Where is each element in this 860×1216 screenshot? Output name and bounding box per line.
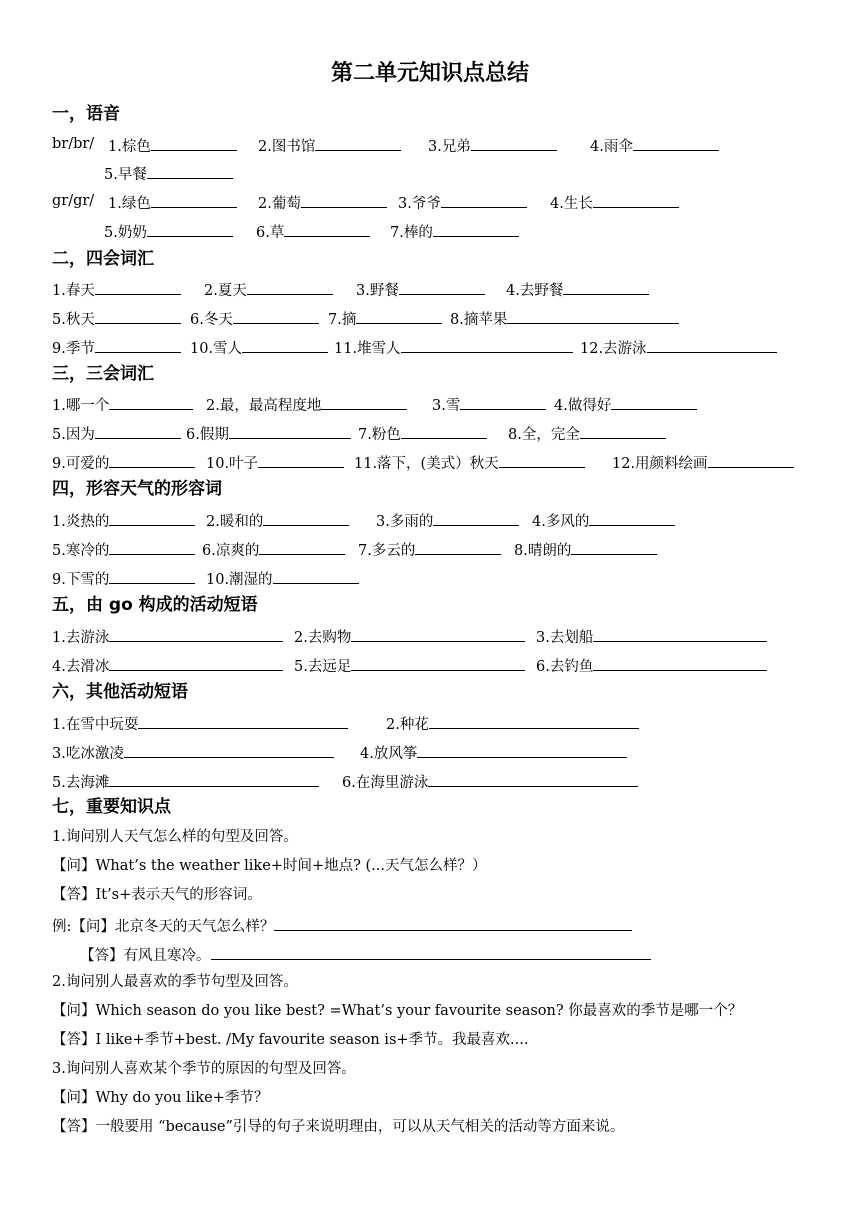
weather-item: 2.暖和的 bbox=[206, 509, 349, 532]
phonics-item: 5.奶奶 bbox=[104, 220, 233, 243]
section-heading-vocab3: 三，三会词汇 bbox=[52, 364, 154, 384]
example-answer: 【答】有风且寒冷。 bbox=[80, 943, 651, 966]
phonics-item: 3.爷爷 bbox=[398, 191, 527, 214]
answer-pattern: 【答】I like+季节+best. /My favourite season is+季节。我最喜欢.... bbox=[52, 1032, 529, 1048]
section-heading-go-phrases: 五，由 go 构成的活动短语 bbox=[52, 595, 258, 615]
vocab-item: 9.可爱的 bbox=[52, 451, 195, 474]
phonics-item: 3.兄弟 bbox=[428, 134, 557, 157]
example-question: 例:【问】北京冬天的天气怎么样？ bbox=[52, 914, 632, 937]
section-heading-phonics: 一，语音 bbox=[52, 104, 120, 124]
vocab-item: 11.落下，(美式）秋天 bbox=[354, 451, 585, 474]
vocab-item: 1.春天 bbox=[52, 278, 181, 301]
vocab-item: 5.秋天 bbox=[52, 307, 181, 330]
go-phrase-item: 3.去划船 bbox=[536, 625, 767, 648]
section-heading-key-points: 七，重要知识点 bbox=[52, 797, 171, 817]
question-pattern: 【问】Why do you like+季节？ bbox=[52, 1090, 269, 1106]
knowledge-point-title: 1.询问别人天气怎么样的句型及回答。 bbox=[52, 829, 298, 845]
weather-item: 7.多云的 bbox=[358, 538, 501, 561]
vocab-item: 6.假期 bbox=[186, 422, 351, 445]
go-phrase-item: 4.去滑冰 bbox=[52, 654, 283, 677]
phonics-br-label: br/br/ bbox=[52, 136, 95, 152]
weather-item: 9.下雪的 bbox=[52, 567, 195, 590]
weather-item: 1.炎热的 bbox=[52, 509, 195, 532]
phonics-item: 5.早餐 bbox=[104, 162, 233, 185]
knowledge-point-title: 2.询问别人最喜欢的季节句型及回答。 bbox=[52, 974, 298, 990]
phonics-item: 2.葡萄 bbox=[258, 191, 387, 214]
weather-item: 3.多雨的 bbox=[376, 509, 519, 532]
phonics-item: 2.图书馆 bbox=[258, 134, 401, 157]
phonics-item: 1.绿色 bbox=[108, 191, 237, 214]
vocab-item: 2.夏天 bbox=[204, 278, 333, 301]
weather-item: 8.晴朗的 bbox=[514, 538, 657, 561]
vocab-item: 10.叶子 bbox=[206, 451, 344, 474]
go-phrase-item: 5.去远足 bbox=[294, 654, 525, 677]
other-phrase-item: 1.在雪中玩耍 bbox=[52, 712, 348, 735]
vocab-item: 12.用颜料绘画 bbox=[612, 451, 794, 474]
weather-item: 10.潮湿的 bbox=[206, 567, 359, 590]
phonics-item: 4.生长 bbox=[550, 191, 679, 214]
other-phrase-item: 3.吃冰激凌 bbox=[52, 741, 334, 764]
weather-item: 4.多风的 bbox=[532, 509, 675, 532]
other-phrase-item: 6.在海里游泳 bbox=[342, 770, 638, 793]
answer-pattern: 【答】It’s+表示天气的形容词。 bbox=[52, 887, 262, 903]
phonics-item: 6.草 bbox=[256, 220, 370, 243]
vocab-item: 4.做得好 bbox=[554, 393, 697, 416]
weather-item: 5.寒冷的 bbox=[52, 538, 195, 561]
vocab-item: 11.堆雪人 bbox=[334, 336, 573, 359]
phonics-item: 1.棕色 bbox=[108, 134, 237, 157]
page-title: 第二单元知识点总结 bbox=[330, 61, 529, 86]
vocab-item: 3.雪 bbox=[432, 393, 546, 416]
other-phrase-item: 2.种花 bbox=[386, 712, 639, 735]
vocab-item: 7.摘 bbox=[328, 307, 442, 330]
go-phrase-item: 6.去钓鱼 bbox=[536, 654, 767, 677]
section-heading-vocab4: 二，四会词汇 bbox=[52, 249, 154, 269]
question-pattern: 【问】Which season do you like best? =What’s your favourite season? 你最喜欢的季节是哪一个？ bbox=[52, 1003, 743, 1019]
answer-pattern: 【答】一般要用 “because”引导的句子来说明理由，可以从天气相关的活动等方面来说。 bbox=[52, 1119, 625, 1135]
vocab-item: 12.去游泳 bbox=[580, 336, 777, 359]
go-phrase-item: 2.去购物 bbox=[294, 625, 525, 648]
vocab-item: 5.因为 bbox=[52, 422, 181, 445]
vocab-item: 6.冬天 bbox=[190, 307, 319, 330]
vocab-item: 4.去野餐 bbox=[506, 278, 649, 301]
vocab-item: 9.季节 bbox=[52, 336, 181, 359]
phonics-item: 7.棒的 bbox=[390, 220, 519, 243]
vocab-item: 8.全，完全 bbox=[508, 422, 666, 445]
knowledge-point-title: 3.询问别人喜欢某个季节的原因的句型及回答。 bbox=[52, 1061, 356, 1077]
vocab-item: 3.野餐 bbox=[356, 278, 485, 301]
weather-item: 6.凉爽的 bbox=[202, 538, 345, 561]
phonics-gr-label: gr/gr/ bbox=[52, 193, 95, 209]
question-pattern: 【问】What’s the weather like+时间+地点? (...天气怎么样？） bbox=[52, 858, 487, 874]
vocab-item: 7.粉色 bbox=[358, 422, 487, 445]
go-phrase-item: 1.去游泳 bbox=[52, 625, 283, 648]
vocab-item: 2.最，最高程度地 bbox=[206, 393, 407, 416]
other-phrase-item: 5.去海滩 bbox=[52, 770, 319, 793]
vocab-item: 8.摘苹果 bbox=[450, 307, 679, 330]
vocab-item: 1.哪一个 bbox=[52, 393, 193, 416]
other-phrase-item: 4.放风筝 bbox=[360, 741, 627, 764]
phonics-item: 4.雨伞 bbox=[590, 134, 719, 157]
section-heading-other-phrases: 六，其他活动短语 bbox=[52, 682, 188, 702]
section-heading-weather: 四，形容天气的形容词 bbox=[52, 479, 222, 499]
vocab-item: 10.雪人 bbox=[190, 336, 328, 359]
